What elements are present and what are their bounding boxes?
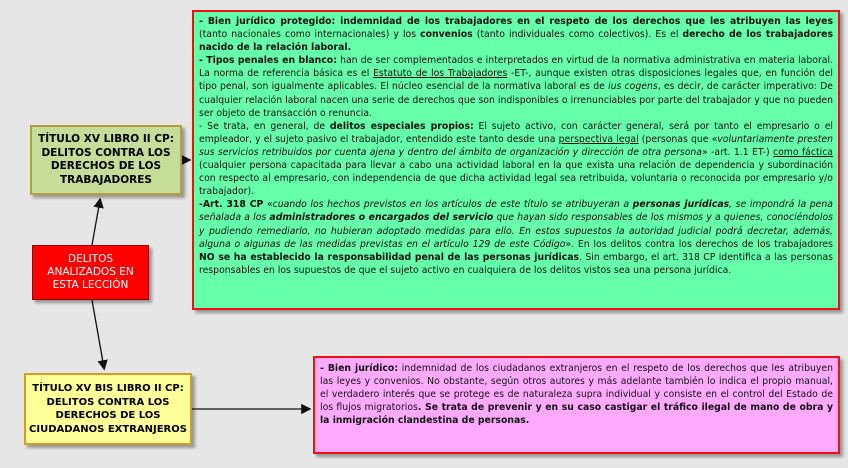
convenios-bold: convenios [420, 29, 473, 41]
workers-rights-notes-box [192, 10, 840, 310]
delitos-analizados-text: DELITOS ANALIZADOS EN ESTA LECCIÓN [47, 253, 134, 291]
delitos-analizados-box [32, 245, 149, 300]
text-run: ». En los delitos contra los derechos de los trabajadores [565, 238, 833, 250]
quote-italic: , se impondrá la pena señalada a los [199, 199, 833, 224]
bien-juridico-extranjeros-lead: - Bien jurídico: [320, 363, 399, 374]
art318-paragraph [199, 198, 833, 277]
foreign-citizens-notes-box [313, 356, 840, 454]
perspectiva-legal-underlined: perspectiva legal [558, 133, 639, 145]
text-run: indemnidad de los ciudadanos extranjeros en el respeto de los derechos que les atribuyen las leyes y convenios. No obstante, según otros autores y más adelante también lo indica el propio manual, el verdadero interés que se protege es de naturaleza supra individual y consiste en el control del Estado de los flujos migratorios [320, 363, 833, 414]
trafico-ilegal-bold: . Se trata de prevenir y en su caso castigar el tráfico ilegal de mano de obra y la inmigración clandestina de personas. [320, 402, 834, 427]
sujetos-paragraph [199, 120, 833, 199]
estatuto-underlined: Estatuto de los Trabajadores [373, 68, 508, 80]
delitos-especiales-bold: delitos especiales propios: [329, 120, 474, 132]
personas-juridicas-bold: personas jurídicas [632, 199, 730, 211]
arrow-to-title-xvbis [92, 300, 104, 368]
text-run: (tanto nacionales como internacionales) y los [199, 29, 421, 41]
text-run: (cualquier persona capacitada para llevar a cabo una actividad laboral en la que exista una relación de dependencia y subordinación con respecto al empresario, con independencia de que dicha actividad legal sea retribuida, voluntaria o reconocida por empresario y/o trabajador). [199, 160, 833, 198]
text-run: (personas que « [638, 133, 718, 145]
text-run: . Sin embargo, el art. 318 CP identifica a las personas responsables en los supuestos de que el sujeto activo en cualquiera de los delitos vistos sea una persona jurídica. [199, 251, 833, 276]
text-run: El sujeto activo, con carácter general, será por tanto el empresario o el empleador, y el sujeto pasivo el trabajador, entendido este tanto desde una [199, 120, 833, 145]
quote-italic: que hayan sido responsables de los mismos y a quienes, conociéndolos y pudiendo remediarlo, no hubieran adoptado medidas para ello. En estos supuestos la autoridad judicial podrá decretar, además, alguna o algunas de las medidas previstas en el artículo 129 de este Código [199, 212, 833, 250]
text-run: , es decir, de carácter imperativo: De cualquier relación laboral nacen una serie de derechos que son indisponibles o irrenunciables por parte del trabajador y que no pueden ser objeto de transacción o renuncia. [199, 81, 833, 119]
bien-juridico-paragraph [199, 15, 833, 54]
title-xv-box [30, 125, 182, 195]
art318-lead: -Art. 318 CP [199, 199, 264, 211]
como-factica-underlined: como fáctica [773, 146, 834, 158]
title-xv-text: TÍTULO XV LIBRO II CP: DELITOS CONTRA LOS DERECHOS DE LOS TRABAJADORES [38, 133, 174, 186]
bien-juridico-extranjeros-paragraph [320, 362, 833, 427]
tipos-penales-lead: - Tipos penales en blanco: [199, 55, 337, 67]
text-run: « [263, 199, 273, 211]
no-responsabilidad-bold: NO se ha establecido la responsabilidad penal de las personas jurídicas [199, 251, 580, 263]
title-xvbis-box [24, 373, 192, 445]
arrow-to-title-xv [92, 200, 100, 245]
derecho-bold: derecho de los trabajadores nacido de la relación laboral. [199, 29, 833, 54]
text-run: » -art. 1.1 ET-) [702, 146, 773, 158]
text-run: (tanto individuales como colectivos). Es el [472, 29, 683, 41]
tipos-penales-paragraph [199, 54, 833, 119]
title-xvbis-text: TÍTULO XV BIS LIBRO II CP: DELITOS CONTRA LOS DERECHOS DE LOS CIUDADANOS EXTRANJEROS [29, 383, 187, 435]
quote-italic: cuando los hechos previstos en los artículos de este título se atribuyeran a [272, 199, 633, 211]
bien-juridico-lead: - Bien jurídico protegido: indemnidad de los trabajadores en el respeto de los derechos que les atribuyen las leyes [199, 16, 833, 27]
ius-cogens-italic: ius cogens [608, 81, 658, 93]
administradores-bold: administradores o encargados del servicio [269, 212, 494, 224]
text-run: - Se trata, en general, de [199, 120, 330, 132]
art1-quote-italic: voluntariamente presten sus servicios retribuidos por cuenta ajena y dentro del ámbito de organización y dirección de otra persona [199, 133, 833, 158]
text-run: -ET-, aunque existen otras disposiciones legales que, en función del tipo penal, son igualmente aplicables. El núcleo esencial de la normativa laboral es de [199, 68, 834, 93]
text-run: han de ser complementados e interpretados en virtud de la normativa administrativa en materia laboral. La norma de referencia básica es el [199, 55, 834, 80]
